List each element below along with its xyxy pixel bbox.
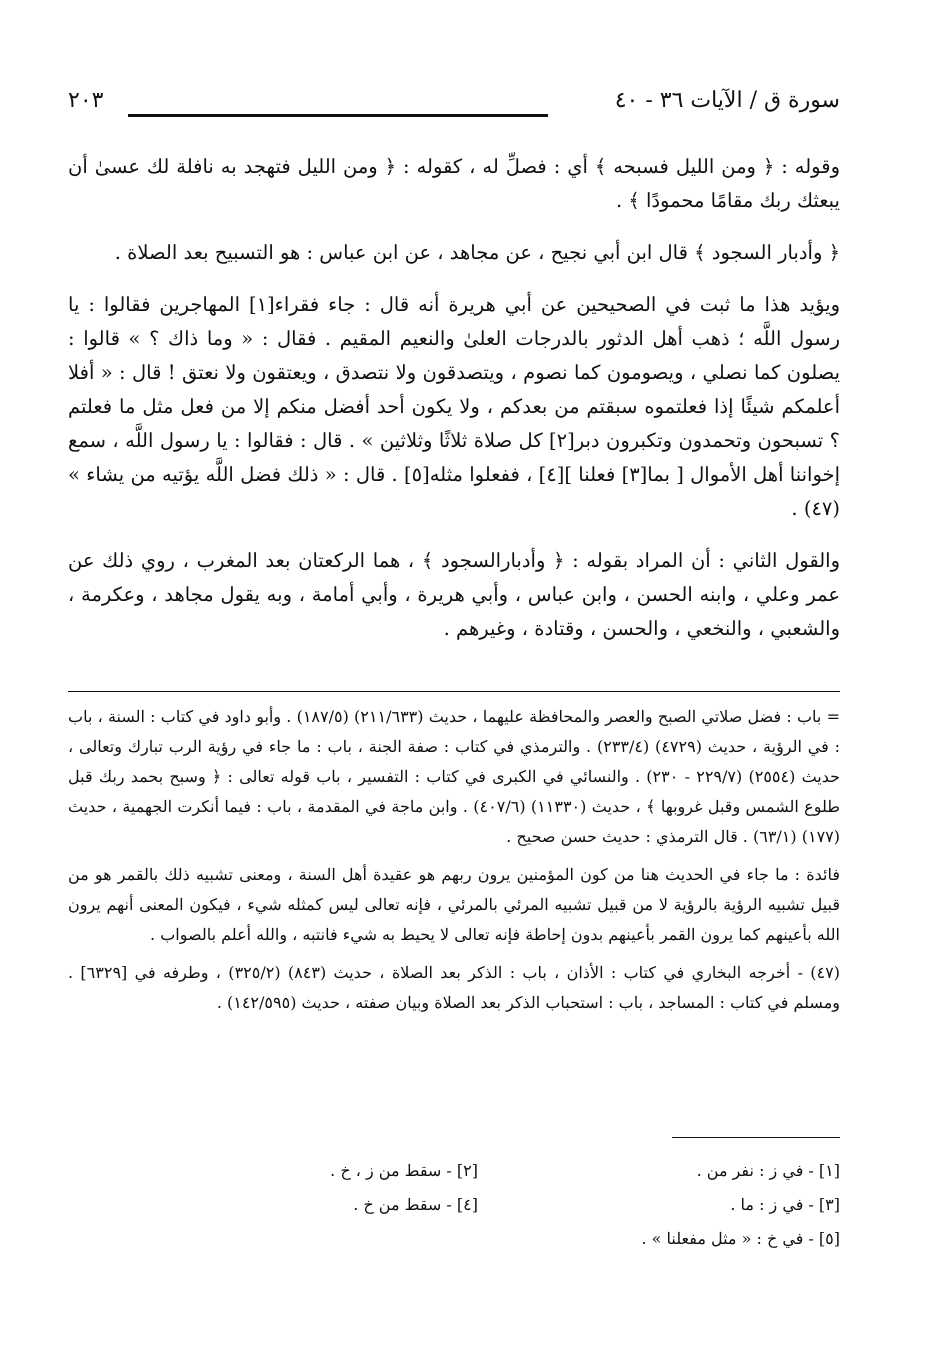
footnote-continued: = باب : فضل صلاتي الصبح والعصر والمحافظة عليهما ، حديث (٢١١/٦٣٣) (١٨٧/٥) . وأبو داود في كتاب : السنة ، باب : في الرؤية ، حديث (٤٧٢٩) (٢٣٣/٤) . والترمذي في كتاب : صفة الجنة ، باب : ما جاء في رؤية الرب تبارك وتعالى ، حديث (٢٥٥٤) (٢٢٩/٧ - ٢٣٠) . والنسائي في الكبرى في كتاب : التفسير ، باب قوله تعالى : ﴿ وسبح بحمد ربك قبل طلوع الشمس وقبل غروبها ﴾ ، حديث (١١٣٣٠) (٤٠٧/٦) . وابن ماجة في المقدمة ، باب : فيما أنكرت الجهمية ، حديث (١٧٧) (٦٣/١) . قال الترمذي : حديث حسن صحيح . — [68, 707, 841, 846]
footnote-47: (٤٧) - أخرجه البخاري في كتاب : الأذان ، باب : الذكر بعد الصلاة ، حديث (٨٤٣) (٣٢٥/٢) ، وطرفه في [٦٣٢٩] . ومسلم في كتاب : المساجد ، باب : استحباب الذكر بعد الصلاة وبيان صفته ، حديث (١٤٢/٥٩٥) . — [68, 963, 840, 1012]
running-header — [68, 88, 840, 128]
footnote-separator — [68, 691, 840, 692]
footnotes — [68, 702, 840, 1026]
main-text — [68, 150, 840, 658]
paragraph-2: ﴿ وأدبار السجود ﴾ قال ابن أبي نجيح ، عن مجاهد ، عن ابن عباس : هو التسبيح بعد الصلاة . — [114, 241, 840, 264]
variants-separator — [672, 1137, 840, 1138]
variant-2: [٢] - سقط من ز ، خ . — [330, 1161, 478, 1180]
page-number: ٢٠٣ — [68, 88, 104, 113]
variant-4: [٤] - سقط من خ . — [353, 1195, 478, 1214]
variant-1: [١] - في ز : نفر من . — [696, 1161, 840, 1180]
paragraph-3: ويؤيد هذا ما ثبت في الصحيحين عن أبي هريرة أنه قال : جاء فقراء[١] المهاجرين فقالوا : يا رسول اللَّه ؛ ذهب أهل الدثور بالدرجات العلىٰ والنعيم المقيم . فقال : « وما ذاك ؟ » قالوا : يصلون كما نصلي ، ويصومون كما نصوم ، ويتصدقون ولا نتصدق ، ويعتقون ولا نعتق ! قال : « أفلا أعلمكم شيئًا إذا فعلتموه سبقتم من بعدكم ، ولا يكون أحد أفضل منكم إلا من فعل مثل ما فعلتم ؟ تسبحون وتحمدون وتكبرون دبر[٢] كل صلاة ثلاثًا وثلاثين » . قال : فقالوا : يا رسول اللَّه ، سمع إخواننا أهل الأموال [ بما[٣] فعلنا ][٤] ، ففعلوا مثله[٥] . قال : « ذلك فضل اللَّه يؤتيه من يشاء » (٤٧) . — [68, 293, 841, 520]
variant-5: [٥] - في خ : « مثل مفعلنا » . — [641, 1229, 840, 1248]
variant-3: [٣] - في ز : ما . — [730, 1195, 840, 1214]
paragraph-1: وقوله : ﴿ ومن الليل فسبحه ﴾ أي : فصلِّ له ، كقوله : ﴿ ومن الليل فتهجد به نافلة لك عسىٰ أن يبعثك ربك مقامًا محمودًا ﴾ . — [68, 155, 840, 212]
header-rule — [128, 114, 548, 117]
surah-title: سورة ق / الآيات ٣٦ - ٤٠ — [614, 88, 840, 113]
variants-right-column — [440, 1154, 840, 1256]
variants-left-column — [218, 1154, 478, 1222]
paragraph-4: والقول الثاني : أن المراد بقوله : ﴿ وأدبارالسجود ﴾ ، هما الركعتان بعد المغرب ، روي ذلك عن عمر وعلي ، وابنه الحسن ، وابن عباس ، وأبي هريرة ، وأبي أمامة ، وبه يقول مجاهد ، وعكرمة ، والشعبي ، والنخعي ، والحسن ، وقتادة ، وغيرهم . — [68, 549, 840, 640]
footnote-benefit: فائدة : ما جاء في الحديث هنا من كون المؤمنين يرون ربهم هو عقيدة أهل السنة ، ومعنى تشبيه ذلك بالقمر هو من قبيل تشبيه الرؤية بالرؤية لا من قبيل تشبيه المرئي بالمرئي ، فإنه تعالى ليس كمثله شيء ، فيكون المعنى أنهم يرون الله بأعينهم كما يرون القمر بأعينهم بدون إحاطة فإنه تعالى لا يحيط به شيء فانتبه ، والله أعلم بالصواب . — [68, 865, 841, 944]
